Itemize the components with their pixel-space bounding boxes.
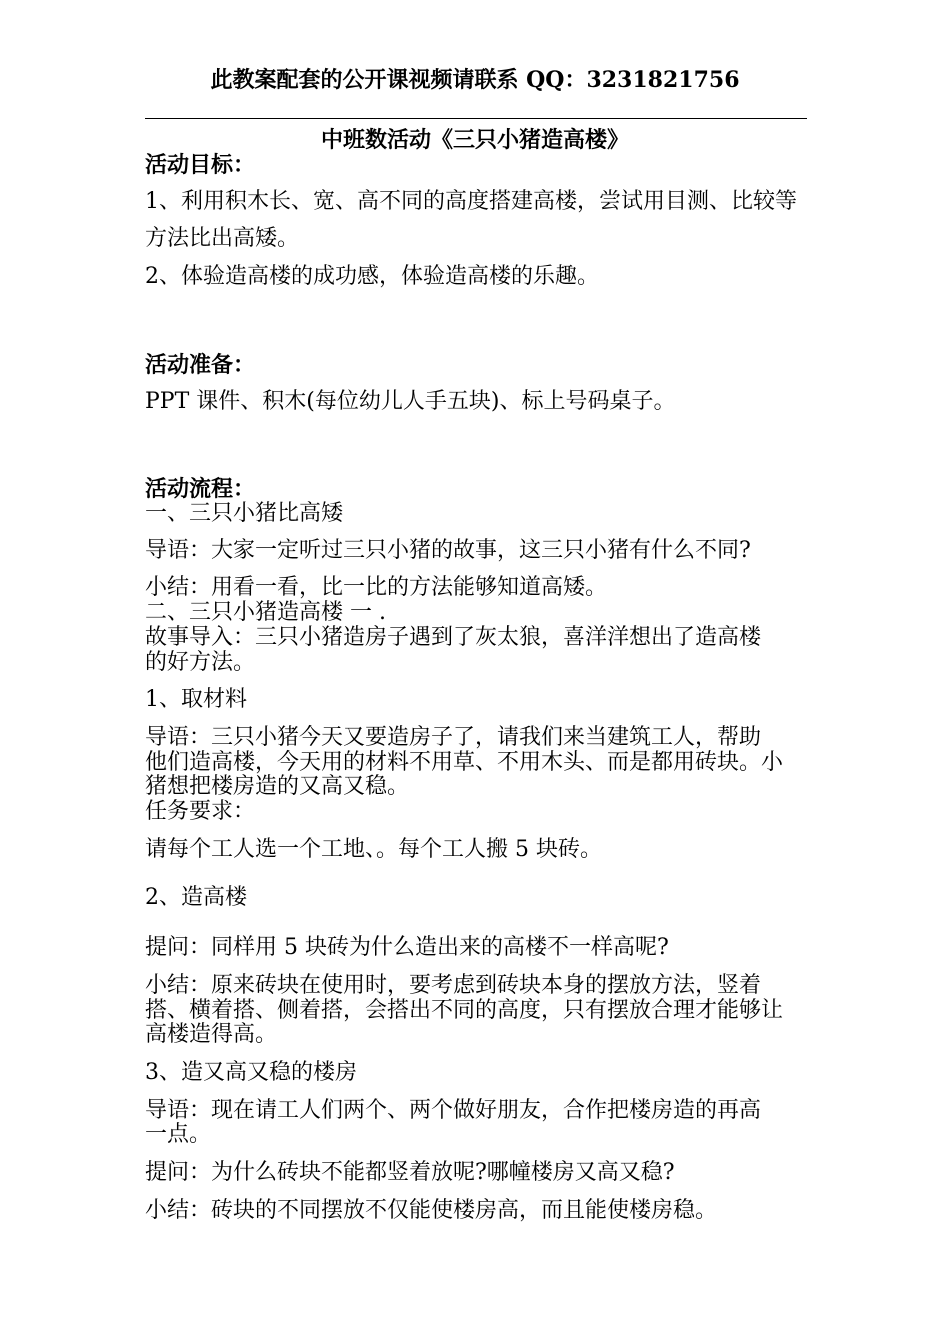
section-2-title: 二、三只小猪造高楼 一 .: [145, 600, 386, 625]
section-2-story-line-2: 的好方法。: [145, 650, 256, 675]
task-text: 请每个工人选一个工地、。每个工人搬 5 块砖。: [145, 837, 602, 862]
prep-text: PPT 课件、积木(每位幼儿人手五块)、标上号码桌子。: [145, 389, 676, 414]
step-3-intro-line-2: 一点。: [145, 1122, 212, 1147]
step-1-intro-line-2: 他们造高楼，今天用的材料不用草、不用木头、而是都用砖块。小: [145, 750, 784, 775]
document-title: 中班数活动《三只小猪造高楼》: [320, 127, 629, 153]
step-3-question: 提问：为什么砖块不能都竖着放呢?哪幢楼房又高又稳?: [145, 1160, 675, 1185]
goal-2: 2、体验造高楼的成功感，体验造高楼的乐趣。: [145, 264, 599, 289]
step-2-summary-line-1: 小结：原来砖块在使用时，要考虑到砖块本身的摆放方法，竖着: [145, 973, 762, 998]
goal-1-line-1: 1、利用积木长、宽、高不同的高度搭建高楼，尝试用目测、比较等: [145, 189, 797, 214]
section-1-summary: 小结：用看一看，比一比的方法能够知道高矮。: [145, 575, 608, 600]
step-3-title: 3、造又高又稳的楼房: [145, 1060, 357, 1085]
prep-heading: 活动准备：: [145, 352, 256, 378]
step-3-intro-line-1: 导语：现在请工人们两个、两个做好朋友，合作把楼房造的再高: [145, 1098, 762, 1123]
step-1-intro-line-3: 猪想把楼房造的又高又稳。: [145, 774, 410, 799]
section-1-title: 一、三只小猪比高矮: [145, 501, 344, 526]
goal-1-line-2: 方法比出高矮。: [145, 226, 300, 251]
step-1-title: 1、取材料: [145, 687, 247, 712]
process-heading: 活动流程：: [145, 476, 256, 502]
header-divider: [145, 118, 807, 119]
step-3-summary: 小结：砖块的不同摆放不仅能使楼房高，而且能使楼房稳。: [145, 1198, 718, 1223]
step-2-title: 2、造高楼: [145, 885, 247, 910]
step-2-question: 提问：同样用 5 块砖为什么造出来的高楼不一样高呢?: [145, 935, 669, 960]
step-1-intro-line-1: 导语：三只小猪今天又要造房子了，请我们来当建筑工人，帮助: [145, 725, 762, 750]
section-1-intro: 导语：大家一定听过三只小猪的故事，这三只小猪有什么不同?: [145, 538, 751, 563]
task-label: 任务要求：: [145, 799, 256, 824]
step-2-summary-line-3: 高楼造得高。: [145, 1022, 278, 1047]
goals-heading: 活动目标：: [145, 152, 256, 178]
step-2-summary-line-2: 搭、横着搭、侧着搭，会搭出不同的高度，只有摆放合理才能够让: [145, 998, 784, 1023]
section-2-story-line-1: 故事导入：三只小猪造房子遇到了灰太狼，喜洋洋想出了造高楼: [145, 625, 762, 650]
page-header-contact: 此教案配套的公开课视频请联系 QQ：3231821756: [210, 67, 740, 93]
